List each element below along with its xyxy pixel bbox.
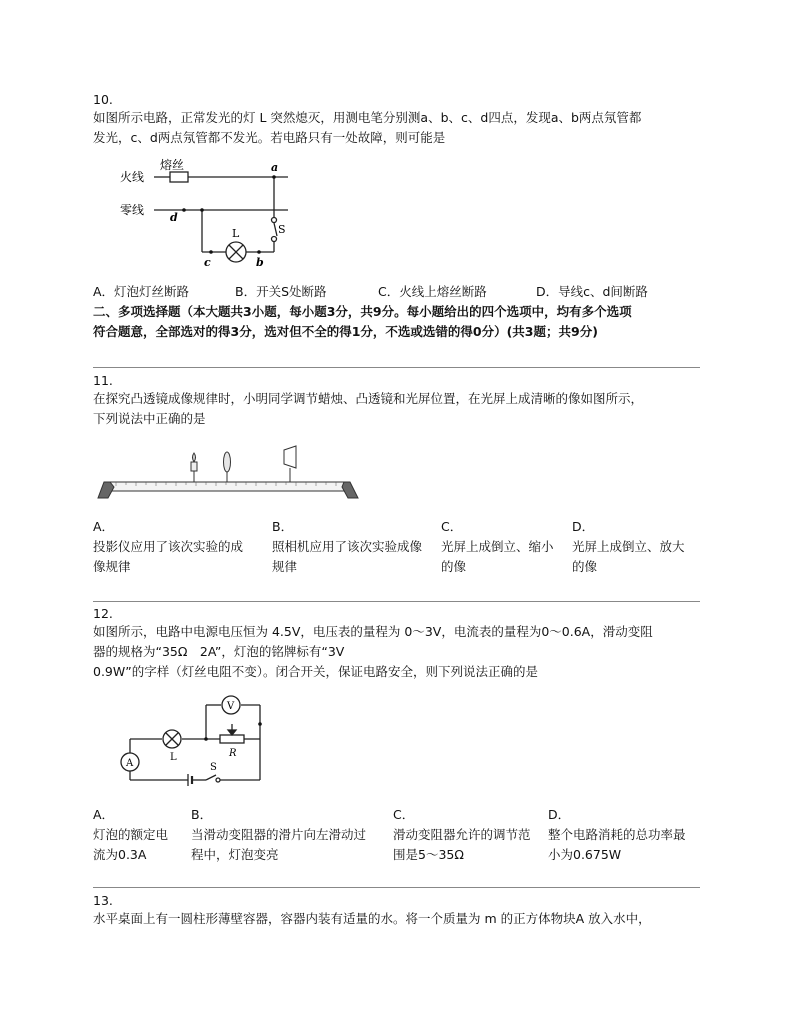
q11-option-a[interactable]: A． 投影仪应用了该次实验的成 像规律 — [93, 519, 244, 574]
q12-stem-line3: 0.9W”的字样（灯丝电阻不变）。闭合开关，保证电路安全，则下列说法正确的是 — [93, 664, 538, 679]
svg-text:a: a — [271, 161, 279, 174]
svg-text:R: R — [229, 748, 237, 759]
q10-circuit-diagram — [118, 155, 298, 275]
q11-option-d[interactable]: D． 光屏上成倒立、放大 的像 — [572, 519, 685, 574]
q10-stem-line1: 如图所示电路，正常发光的灯 L 突然熄灭，用测电笔分别测a、b、c、d四点，发现a、b两点氖管都 — [93, 110, 642, 125]
q10-option-c[interactable]: C．火线上熔丝断路 — [378, 284, 487, 299]
divider — [93, 601, 700, 602]
q11-stem-line1: 在探究凸透镜成像规律时，小明同学调节蜡烛、凸透镜和光屏位置，在光屏上成清晰的像如图所示， — [93, 391, 644, 406]
divider — [93, 367, 700, 368]
q12-stem-line2: 器的规格为“35Ω 2A”，灯泡的铭牌标有“3V — [93, 644, 345, 659]
svg-text:L: L — [232, 227, 240, 240]
svg-text:L: L — [170, 752, 177, 763]
q12-number: 12. — [93, 606, 113, 621]
q10-stem-line2: 发光，c、d两点氖管都不发光。若电路只有一处故障，则可能是 — [93, 130, 446, 145]
q13-number: 13. — [93, 893, 113, 908]
q11-stem-line2: 下列说法中正确的是 — [93, 411, 206, 426]
q10-number: 10. — [93, 92, 113, 107]
fuse-symbol — [170, 172, 188, 182]
q12-stem-line1: 如图所示，电路中电源电压恒为 4.5V，电压表的量程为 0～3V，电流表的量程为0～0.6A，滑动变阻 — [93, 624, 653, 639]
svg-text:d: d — [170, 211, 178, 224]
q12-option-c[interactable]: C． 滑动变阻器允许的调节范 围是5～35Ω — [393, 807, 531, 862]
svg-text:S: S — [210, 762, 217, 773]
q13-stem-line1: 水平桌面上有一圆柱形薄壁容器，容器内装有适量的水。将一个质量为 m 的正方体物块A 放入水中， — [93, 911, 651, 926]
svg-text:c: c — [204, 256, 211, 269]
fuse-label: 熔丝 — [160, 158, 185, 172]
q10-option-b[interactable]: B．开关S处断路 — [235, 284, 327, 299]
q11-option-c[interactable]: C． 光屏上成倒立、缩小 的像 — [441, 519, 554, 574]
q11-number: 11. — [93, 373, 113, 388]
section2-heading-line2: 符合题意，全部选对的得3分，选对但不全的得1分，不选或选错的得0分）(共3题；共9分) — [93, 324, 598, 339]
section2-heading-line1: 二、多项选择题（本大题共3小题，每小题3分，共9分。每小题给出的四个选项中，均有多个选项 — [93, 304, 632, 319]
optical-bench-figure — [96, 440, 360, 504]
live-wire-label: 火线 — [120, 170, 145, 184]
neutral-wire-label: 零线 — [120, 203, 145, 217]
q11-option-b[interactable]: B． 照相机应用了该次实验成像 规律 — [272, 519, 423, 574]
svg-text:A: A — [126, 758, 134, 769]
q12-option-d[interactable]: D． 整个电路消耗的总功率最 小为0.675W — [548, 807, 686, 862]
divider — [93, 887, 700, 888]
svg-text:b: b — [256, 256, 264, 269]
q12-option-b[interactable]: B． 当滑动变阻器的滑片向左滑动过 程中，灯泡变亮 — [191, 807, 367, 862]
q10-option-d[interactable]: D．导线c、d间断路 — [536, 284, 648, 299]
svg-text:S: S — [278, 223, 286, 236]
q12-circuit-diagram — [116, 692, 266, 792]
svg-text:V: V — [227, 701, 235, 712]
rheostat-symbol — [220, 735, 244, 743]
q12-option-a[interactable]: A． 灯泡的额定电 流为0.3A — [93, 807, 169, 862]
q10-option-a[interactable]: A．灯泡灯丝断路 — [93, 284, 190, 299]
